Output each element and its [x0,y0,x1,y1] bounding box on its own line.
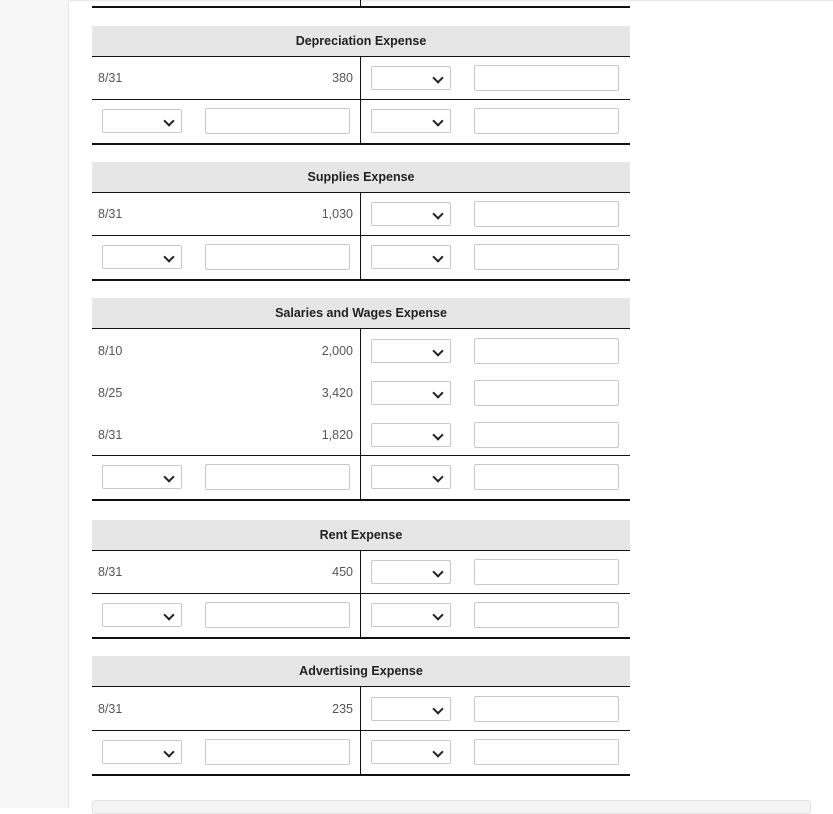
chevron-down-icon [432,208,443,219]
debit-date-select[interactable] [102,740,182,764]
debit-amount-input[interactable] [205,739,350,765]
credit-amount-input[interactable] [474,65,619,91]
account-title: Advertising Expense [92,656,630,687]
debit-date-select[interactable] [102,603,182,627]
credit-date-select[interactable] [371,339,451,363]
debit-date-select[interactable] [102,109,182,133]
entry-date: 8/31 [98,71,123,85]
ledger-row [92,371,630,413]
credit-date-select[interactable] [371,603,451,627]
chevron-down-icon [432,471,443,482]
credit-date-select[interactable] [371,697,451,721]
debit-date-select[interactable] [102,245,182,269]
chevron-down-icon [432,566,443,577]
previous-account-bottom-rule [92,6,630,8]
chevron-down-icon [163,471,174,482]
account-title: Rent Expense [92,520,630,551]
entry-amount: 450 [332,565,353,579]
debit-amount-input[interactable] [205,464,350,490]
credit-date-select[interactable] [371,740,451,764]
debit-date-select[interactable] [102,465,182,489]
credit-amount-input[interactable] [474,559,619,585]
ledger-row [92,413,630,456]
credit-date-select[interactable] [371,109,451,133]
t-account-rent-expense [92,520,630,639]
ledger-input-row [92,731,630,776]
ledger-input-row [92,100,630,145]
t-account-depreciation-expense [92,26,630,145]
ledger-row [92,551,630,594]
entry-date: 8/31 [98,565,123,579]
credit-amount-input[interactable] [474,696,619,722]
entry-amount: 1,030 [321,207,353,221]
chevron-down-icon [432,251,443,262]
top-shadow [68,0,833,2]
debit-amount-input[interactable] [205,108,350,134]
t-account-advertising-expense [92,656,630,776]
chevron-down-icon [163,746,174,757]
entry-amount: 3,420 [321,386,353,400]
credit-date-select[interactable] [371,465,451,489]
ledger-input-row [92,456,630,501]
left-gutter [0,0,69,808]
chevron-down-icon [432,429,443,440]
credit-date-select[interactable] [371,560,451,584]
entry-date: 8/31 [98,702,123,716]
credit-amount-input[interactable] [474,464,619,490]
t-account-supplies-expense [92,162,630,281]
ledger-row [92,193,630,236]
chevron-down-icon [432,746,443,757]
entry-date: 8/31 [98,428,123,442]
chevron-down-icon [432,115,443,126]
credit-date-select[interactable] [371,202,451,226]
entry-amount: 2,000 [321,344,353,358]
debit-amount-input[interactable] [205,602,350,628]
entry-amount: 235 [332,702,353,716]
credit-amount-input[interactable] [474,108,619,134]
previous-account-divider [360,0,361,7]
entry-date: 8/10 [98,344,123,358]
credit-amount-input[interactable] [474,602,619,628]
credit-amount-input[interactable] [474,201,619,227]
chevron-down-icon [163,115,174,126]
account-title: Salaries and Wages Expense [92,298,630,329]
entry-date: 8/31 [98,207,123,221]
credit-amount-input[interactable] [474,380,619,406]
entry-amount: 380 [332,71,353,85]
ledger-row [92,687,630,731]
credit-date-select[interactable] [371,245,451,269]
ledger-row [92,57,630,100]
chevron-down-icon [163,609,174,620]
ledger-input-row [92,236,630,281]
credit-date-select[interactable] [371,381,451,405]
credit-amount-input[interactable] [474,244,619,270]
chevron-down-icon [163,251,174,262]
credit-amount-input[interactable] [474,338,619,364]
credit-amount-input[interactable] [474,739,619,765]
credit-date-select[interactable] [371,66,451,90]
chevron-down-icon [432,703,443,714]
credit-amount-input[interactable] [474,422,619,448]
t-account-salaries-and-wages-expense [92,298,630,501]
ledger-row [92,329,630,371]
entry-date: 8/25 [98,386,123,400]
chevron-down-icon [432,345,443,356]
debit-amount-input[interactable] [205,244,350,270]
chevron-down-icon [432,609,443,620]
entry-amount: 1,820 [321,428,353,442]
chevron-down-icon [432,72,443,83]
account-title: Supplies Expense [92,162,630,193]
chevron-down-icon [432,387,443,398]
ledger-input-row [92,594,630,639]
account-title: Depreciation Expense [92,26,630,57]
next-section-panel [92,800,811,814]
credit-date-select[interactable] [371,423,451,447]
